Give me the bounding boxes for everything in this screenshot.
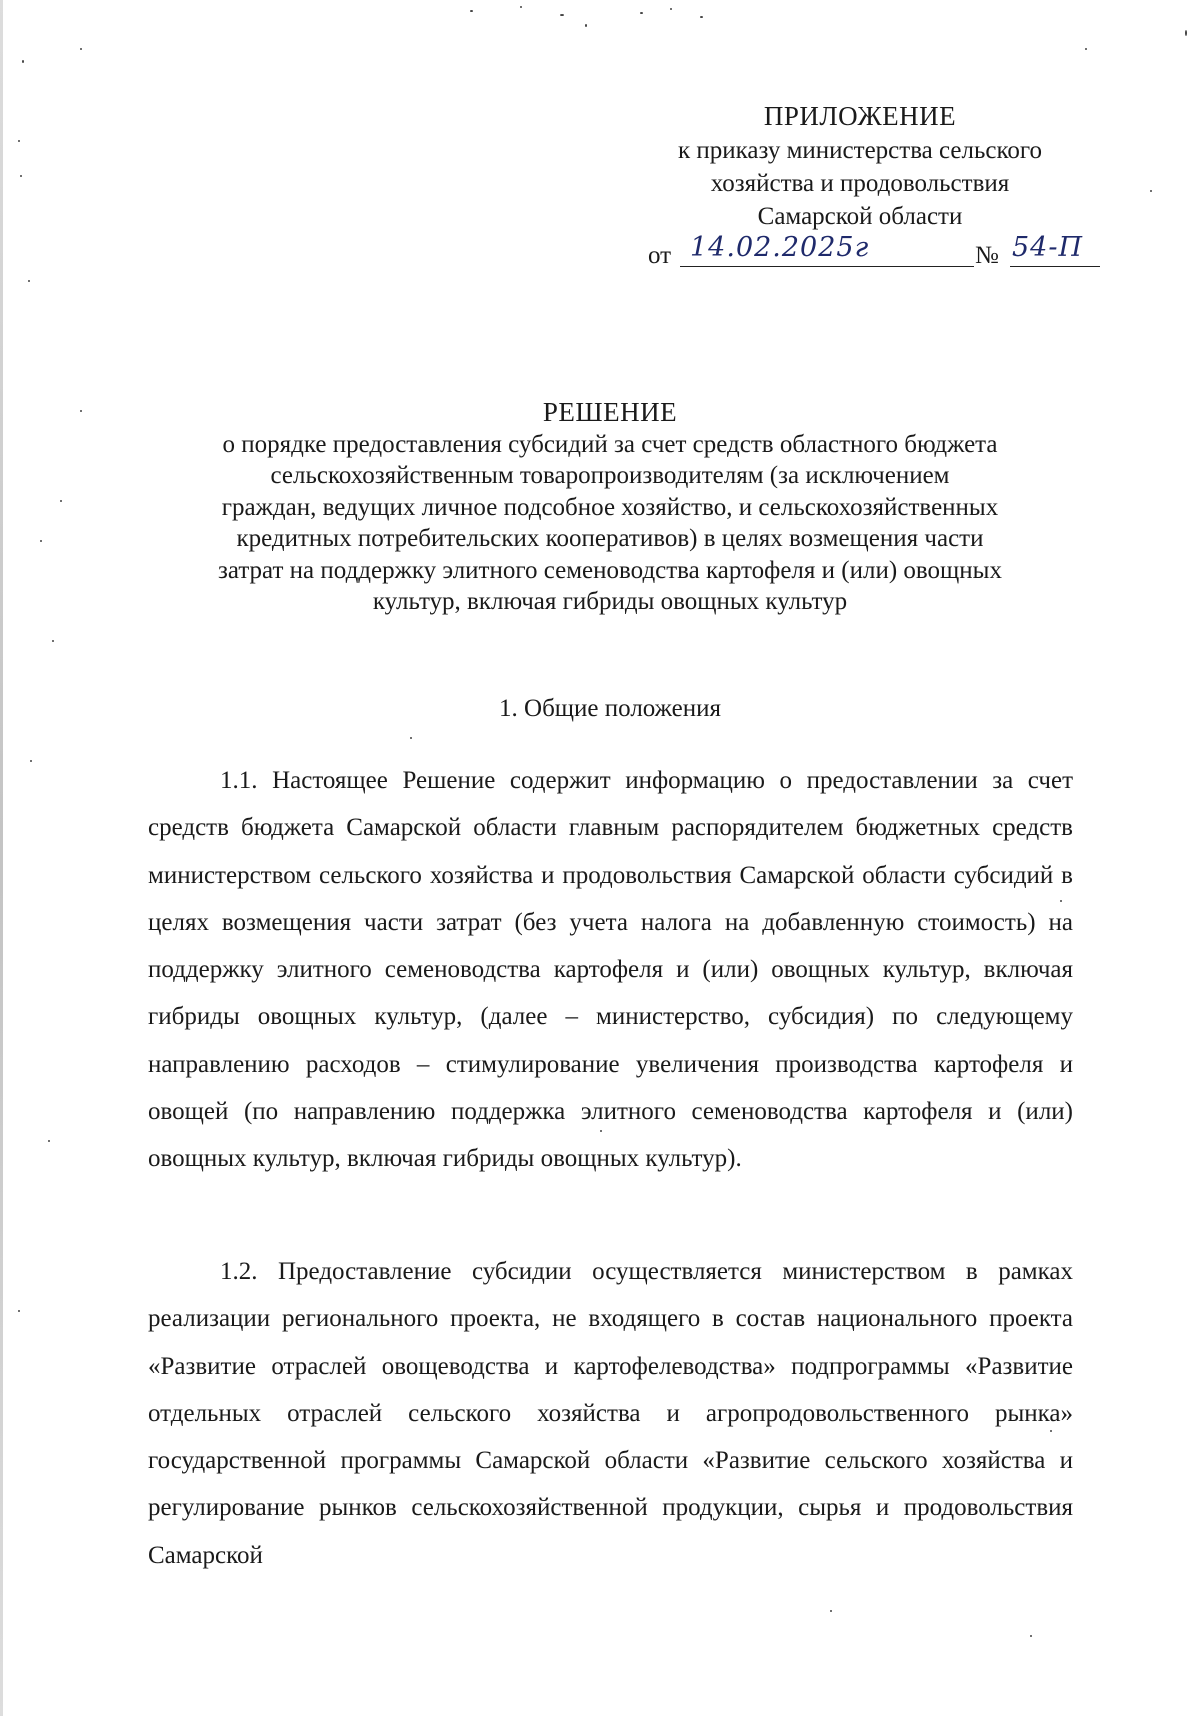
paragraph-1-2: 1.2. Предоставление субсидии осуществляется министерством в рамках реализации регионального проекта, не входящего в состав национального проекта «Развитие отраслей овощеводства и картофелеводства» подпрограммы «Развитие отдельных отраслей сельского хозяйства и агропродовольственного рынка» государственной программы Самарской области «Развитие сельского хозяйства и регулирование рынков сельскохозяйственной продукции, сырья и продовольствия Самарской (148, 1258, 1073, 1569)
appendix-block (620, 100, 1100, 233)
decision-title: РЕШЕНИЕ (542, 397, 678, 427)
scan-left-edge (0, 0, 3, 1716)
handwritten-number: 54-П (1012, 232, 1084, 263)
paragraph-1-1: 1.1. Настоящее Решение содержит информацию о предоставлении за счет средств бюджета Самарской области главным распорядителем бюджетных средств министерством сельского хозяйства и продовольствия Самарской области субсидий в целях возмещения части затрат (без учета налога на добавленную стоимость) на поддержку элитного семеноводства картофеля и (или) овощных культур, включая гибриды овощных культур, (далее – министерство, субсидия) по следующему направлению расходов – стимулирование увеличения производства картофеля и овощей (по направлению поддержка элитного семеноводства картофеля и (или) овощных культур, включая гибриды овощных культур). (148, 767, 1073, 1173)
order-date-line (648, 232, 1100, 272)
date-label: от (648, 242, 672, 269)
appendix-line-1: к приказу министерства сельского (677, 137, 1042, 164)
appendix-line-2: хозяйства и продовольствия (710, 170, 1010, 197)
appendix-line-3: Самарской области (757, 203, 963, 230)
handwritten-date: 14.02.2025г (690, 232, 870, 263)
decision-line-2: сельскохозяйственным товаропроизводителям (за исключением (270, 462, 950, 489)
date-field (680, 232, 974, 267)
appendix-title: ПРИЛОЖЕНИЕ (763, 101, 957, 131)
decision-line-6: культур, включая гибриды овощных культур (372, 588, 848, 615)
decision-block (140, 397, 1080, 618)
decision-line-5: затрат на поддержку элитного семеноводства картофеля и (или) овощных (218, 556, 1002, 584)
decision-line-4: кредитных потребительских кооперативов) в целях возмещения части (236, 525, 984, 552)
section-heading: 1. Общие положения (499, 695, 721, 722)
decision-line-1: о порядке предоставления субсидий за счет средств областного бюджета (222, 430, 998, 458)
number-field (1010, 232, 1100, 267)
decision-line-3: граждан, ведущих личное подсобное хозяйство, и сельскохозяйственных (221, 493, 999, 521)
number-label: № (975, 242, 999, 269)
